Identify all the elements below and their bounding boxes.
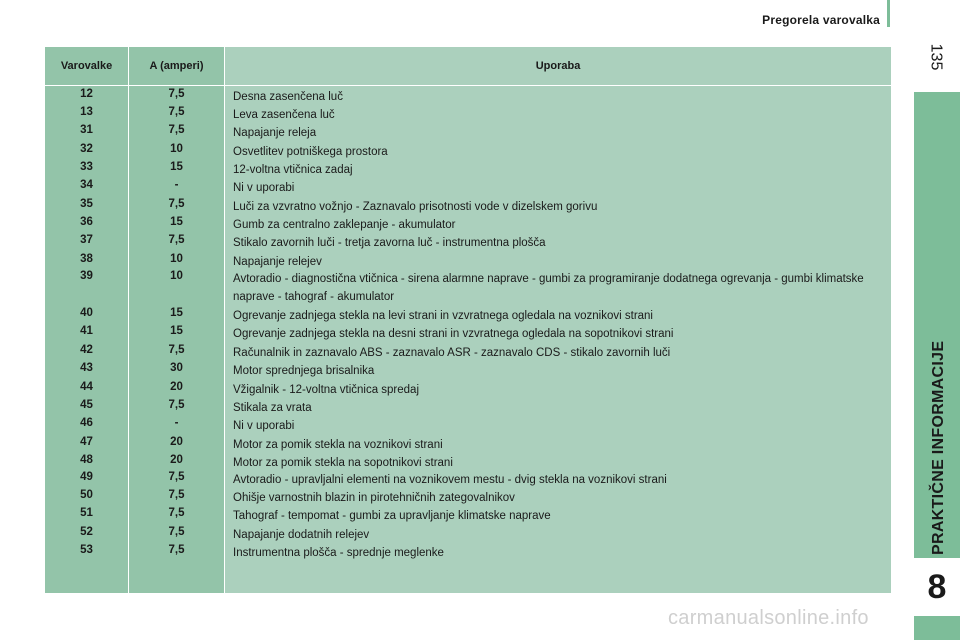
- fuse-usage: Osvetlitev potniškega prostora: [233, 146, 388, 158]
- fuse-amperage: 15: [170, 161, 183, 173]
- fuse-number: 47: [80, 436, 93, 448]
- fuse-usage: Avtoradio - upravljalni elementi na voznikovem mestu - dvig stekla na voznikovi strani: [233, 474, 667, 486]
- fuse-usage: Gumb za centralno zaklepanje - akumulator: [233, 219, 456, 231]
- fuse-amperage: 20: [170, 381, 183, 393]
- header-fuse: Varovalke: [60, 60, 113, 72]
- fuse-amperage: 20: [170, 454, 183, 466]
- header-divider: [45, 85, 891, 86]
- fuse-amperage: 20: [170, 436, 183, 448]
- fuse-number: 34: [80, 179, 93, 191]
- fuse-amperage: -: [174, 179, 179, 191]
- fuse-amperage: 7,5: [168, 526, 185, 538]
- fuse-number: 52: [80, 526, 93, 538]
- fuse-usage: 12-voltna vtičnica zadaj: [233, 164, 353, 176]
- page-title: Pregorela varovalka: [762, 13, 880, 27]
- fuse-amperage: 15: [170, 325, 183, 337]
- fuse-usage: Tahograf - tempomat - gumbi za upravljanje klimatske naprave: [233, 510, 551, 522]
- fuse-amperage: 30: [170, 362, 183, 374]
- fuse-number: 49: [80, 471, 93, 483]
- fuse-number: 48: [80, 454, 93, 466]
- fuse-amperage: 7,5: [168, 106, 185, 118]
- fuse-number: 43: [80, 362, 93, 374]
- fuse-number: 50: [80, 489, 93, 501]
- fuse-number: 37: [80, 234, 93, 246]
- fuse-number: 53: [80, 544, 93, 556]
- fuse-amperage: -: [174, 417, 179, 429]
- header-use: Uporaba: [535, 60, 581, 72]
- fuse-number: 12: [80, 88, 93, 100]
- fuse-usage: Avtoradio - diagnostična vtičnica - sirena alarmne naprave - gumbi za programiranje dodatnega ogrevanja - gumbi klimatske naprave - tahograf - akumulator: [233, 273, 864, 303]
- fuse-table: [45, 47, 891, 593]
- fuse-amperage: 10: [170, 270, 183, 282]
- fuse-usage: Računalnik in zaznavalo ABS - zaznavalo ASR - zaznavalo CDS - stikalo zavornih luči: [233, 347, 671, 359]
- fuse-usage: Stikala za vrata: [233, 402, 312, 414]
- header-amp: A (amperi): [149, 60, 204, 72]
- header-rule: [887, 0, 890, 27]
- fuse-amperage: 7,5: [168, 198, 185, 210]
- fuse-usage: Instrumentna plošča - sprednje meglenke: [233, 547, 444, 559]
- fuse-number: 31: [80, 124, 93, 136]
- fuse-usage: Luči za vzvratno vožnjo - Zaznavalo prisotnosti vode v dizelskem gorivu: [233, 201, 598, 213]
- fuse-usage: Leva zasenčena luč: [233, 109, 335, 121]
- fuse-usage: Motor za pomik stekla na sopotnikovi strani: [233, 457, 453, 469]
- fuse-amperage: 7,5: [168, 544, 185, 556]
- fuse-usage: Ohišje varnostnih blazin in pirotehničnih zategovalnikov: [233, 492, 515, 504]
- fuse-usage: Motor sprednjega brisalnika: [233, 365, 375, 377]
- fuse-number: 13: [80, 106, 93, 118]
- fuse-usage: Vžigalnik - 12-voltna vtičnica spredaj: [233, 384, 420, 396]
- fuse-amperage: 15: [170, 307, 183, 319]
- fuse-usage: Napajanje releja: [233, 127, 317, 139]
- fuse-number: 40: [80, 307, 93, 319]
- fuse-number: 39: [80, 270, 93, 282]
- fuse-amperage: 7,5: [168, 489, 185, 501]
- fuse-number: 36: [80, 216, 93, 228]
- fuse-amperage: 7,5: [168, 399, 185, 411]
- fuse-amperage: 7,5: [168, 507, 185, 519]
- fuse-usage: Ni v uporabi: [233, 420, 295, 432]
- fuse-number: 45: [80, 399, 93, 411]
- fuse-usage: Stikalo zavornih luči - tretja zavorna luč - instrumentna plošča: [233, 237, 546, 249]
- fuse-amperage: 15: [170, 216, 183, 228]
- fuse-number: 41: [80, 325, 93, 337]
- fuse-usage: Desna zasenčena luč: [233, 91, 343, 103]
- fuse-amperage: 7,5: [168, 124, 185, 136]
- chapter-title: PRAKTIČNE INFORMACIJE: [930, 340, 947, 555]
- fuse-number: 33: [80, 161, 93, 173]
- fuse-number: 38: [80, 253, 93, 265]
- fuse-number: 42: [80, 344, 93, 356]
- fuse-usage: Ogrevanje zadnjega stekla na levi strani in vzvratnega ogledala na voznikovi strani: [233, 310, 653, 322]
- chapter-number: 8: [914, 558, 960, 616]
- column-divider: [224, 47, 225, 593]
- watermark: carmanualsonline.info: [668, 607, 869, 629]
- fuse-amperage: 10: [170, 143, 183, 155]
- fuse-amperage: 7,5: [168, 88, 185, 100]
- fuse-usage: Napajanje relejev: [233, 256, 322, 268]
- fuse-number: 32: [80, 143, 93, 155]
- fuse-number: 46: [80, 417, 93, 429]
- fuse-number: 35: [80, 198, 93, 210]
- fuse-amperage: 10: [170, 253, 183, 265]
- fuse-amperage: 7,5: [168, 344, 185, 356]
- fuse-usage: Ni v uporabi: [233, 182, 295, 194]
- page-number: 135: [927, 43, 945, 71]
- fuse-amperage: 7,5: [168, 471, 185, 483]
- fuse-usage: Ogrevanje zadnjega stekla na desni strani in vzvratnega ogledala na sopotnikovi strani: [233, 328, 674, 340]
- fuse-number: 51: [80, 507, 93, 519]
- fuse-amperage: 7,5: [168, 234, 185, 246]
- fuse-usage: Napajanje dodatnih relejev: [233, 529, 370, 541]
- fuse-number: 44: [80, 381, 93, 393]
- fuse-usage: Motor za pomik stekla na voznikovi strani: [233, 439, 443, 451]
